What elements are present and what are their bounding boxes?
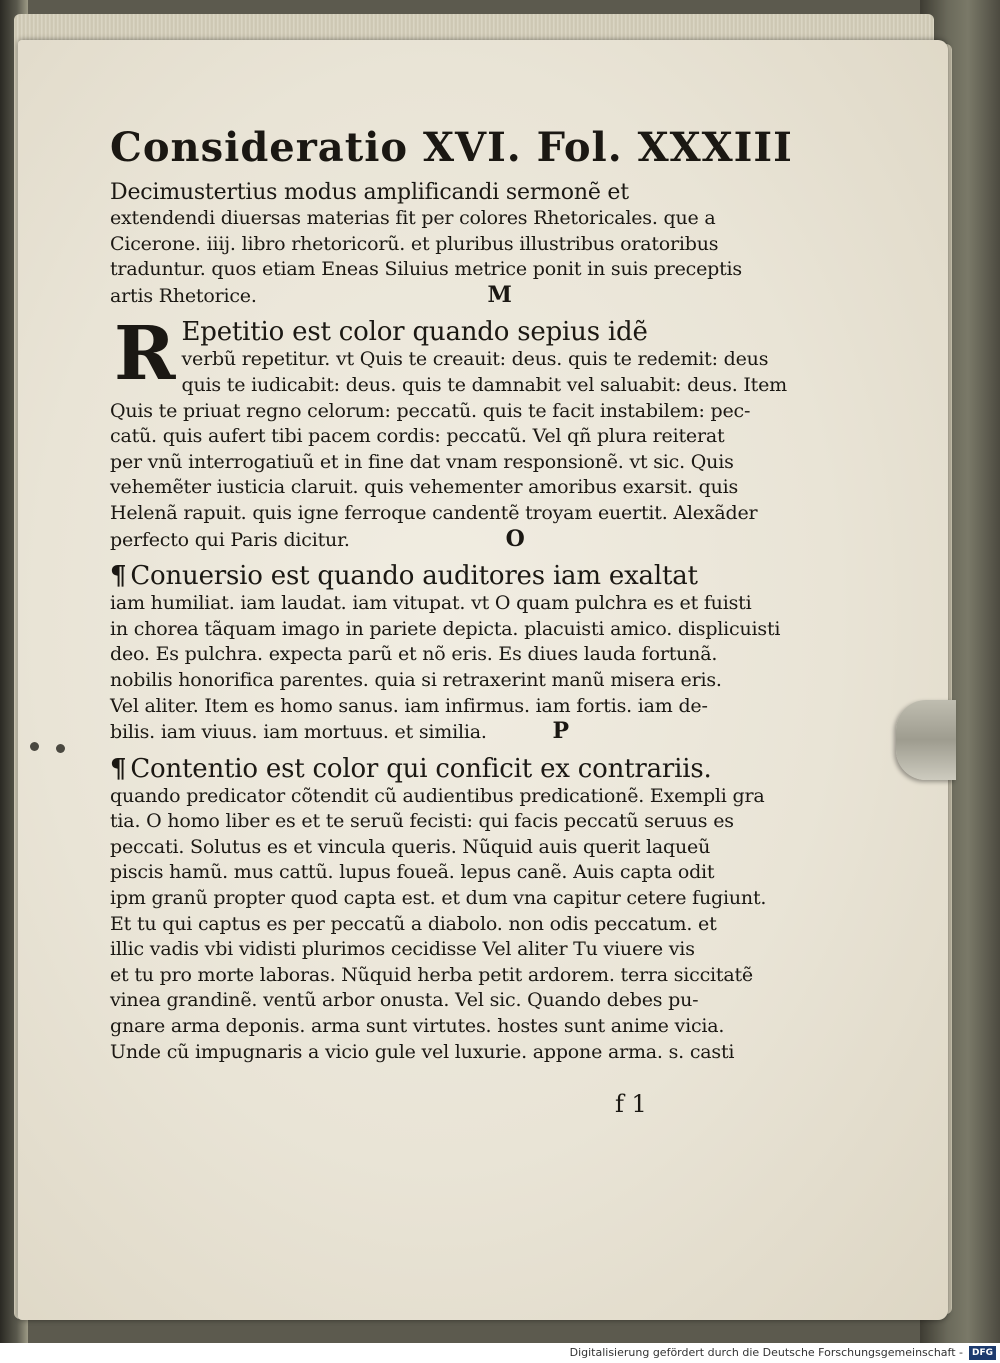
text-line: deo. Es pulchra. expecta parũ et nõ eris. Es diues lauda fortunã. <box>110 643 718 666</box>
text-line: gnare arma deponis. arma sunt virtutes. hostes sunt anime vicia. <box>110 1015 725 1038</box>
text-line <box>110 719 770 746</box>
text-line: Cicerone. iiij. libro rhetoricorũ. et pluribus illustribus oratoribus <box>110 232 719 255</box>
text-line: per vnũ interrogatiuũ et in fine dat vnam responsionẽ. vt sic. Quis <box>110 450 734 473</box>
marginal-mark: P <box>552 718 569 745</box>
book-clasp <box>896 700 956 780</box>
text-line-content: artis Rhetorice. <box>110 284 257 307</box>
repetitio-paragraph <box>110 311 787 553</box>
conuersio-paragraph <box>110 561 781 746</box>
text-line-content: Contentio est color qui conficit ex contrariis. <box>130 753 712 784</box>
text-line: Quis te priuat regno celorum: peccatũ. quis te facit instabilem: pec- <box>110 399 751 422</box>
text-line: tia. O homo liber es et te seruũ fecisti: qui facis peccatũ seruus es <box>110 810 734 833</box>
text-line: in chorea tãquam imago in pariete depicta. placuisti amico. displicuisti <box>110 617 781 640</box>
contentio-paragraph <box>110 754 770 1066</box>
paragraph-mark: ¶ <box>110 561 127 592</box>
intro-paragraph <box>110 180 770 309</box>
text-line: catũ. quis aufert tibi pacem cordis: peccatũ. Vel qñ plura reiterat <box>110 425 725 448</box>
text-line-content: perfecto qui Paris dicitur. <box>110 528 350 551</box>
text-line: Unde cũ impugnaris a vicio gule vel luxurie. appone arma. s. casti <box>110 1040 735 1063</box>
page-text <box>110 118 793 1073</box>
text-line: quis te iudicabit: deus. quis te damnabit vel saluabit: deus. Item <box>181 373 787 396</box>
signature-mark: f 1 <box>615 1090 647 1118</box>
binding-hole <box>30 742 39 751</box>
text-line-content: bilis. iam viuus. iam mortuus. et similia. <box>110 721 487 744</box>
text-line: nobilis honorifica parentes. quia si retraxerint manũ misera eris. <box>110 668 722 691</box>
text-line: peccati. Solutus es et vincula queris. Nũquid auis querit laqueũ <box>110 835 711 858</box>
text-line: Et tu qui captus es per peccatũ a diabolo. non odis peccatum. et <box>110 912 717 935</box>
paragraph-mark: ¶ <box>110 753 127 784</box>
digitization-credit: Digitalisierung gefördert durch die Deutsche Forschungsgemeinschaft - <box>569 1346 963 1359</box>
text-line: traduntur. quos etiam Eneas Siluius metrice ponit in suis preceptis <box>110 258 742 281</box>
text-line: vehemẽter iusticia claruit. quis vehementer amoribus exarsit. quis <box>110 476 739 499</box>
drop-cap-initial: R <box>114 311 176 398</box>
text-line: piscis hamũ. mus cattũ. lupus foueã. lepus canẽ. Auis capta odit <box>110 861 715 884</box>
text-line: iam humiliat. iam laudat. iam vitupat. vt O quam pulchra es et fuisti <box>110 592 752 615</box>
text-line-content: Conuersio est quando auditores iam exaltat <box>130 561 698 592</box>
text-line <box>110 527 770 554</box>
text-line <box>110 754 770 784</box>
digitization-credit-bar <box>0 1343 1000 1363</box>
text-line: vinea grandinẽ. ventũ arbor onusta. Vel sic. Quando debes pu- <box>110 989 699 1012</box>
text-line <box>110 561 770 591</box>
marginal-mark: O <box>505 525 525 552</box>
text-line: Epetitio est color quando sepius idẽ <box>181 317 648 348</box>
text-line <box>110 283 770 310</box>
text-line: illic vadis vbi vidisti plurimos cecidisse Vel aliter Tu viuere vis <box>110 938 695 961</box>
text-line: Helenã rapuit. quis igne ferroque candentẽ troyam euertit. Alexãder <box>110 501 758 524</box>
text-line: ipm granũ propter quod capta est. et dum vna capitur cetere fugiunt. <box>110 887 767 910</box>
text-line: Vel aliter. Item es homo sanus. iam infirmus. iam fortis. iam de- <box>110 694 708 717</box>
text-line: et tu pro morte laboras. Nũquid herba petit ardorem. terra siccitatẽ <box>110 963 753 986</box>
marginal-mark: M <box>487 281 512 308</box>
text-line: verbũ repetitur. vt Quis te creauit: deus. quis te redemit: deus <box>181 348 769 371</box>
text-line: Decimustertius modus amplificandi sermonẽ et <box>110 180 629 205</box>
dfg-logo: DFG <box>969 1346 996 1360</box>
page-header: Consideratio XVI. Fol. XXXIII <box>110 124 793 171</box>
text-line: extendendi diuersas materias fit per colores Rhetoricales. que a <box>110 207 716 229</box>
text-line: quando predicator cõtendit cũ audientibus predicationẽ. Exempli gra <box>110 784 765 807</box>
binding-hole <box>56 744 65 753</box>
